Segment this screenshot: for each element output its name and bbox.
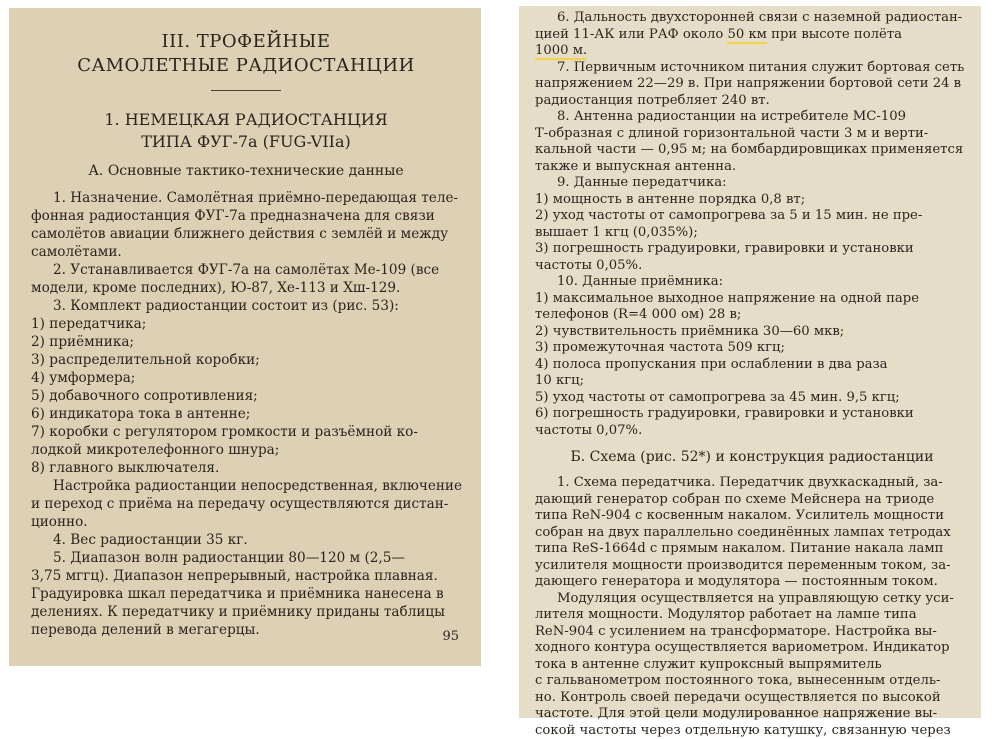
text-line: частоты 0,05%. bbox=[535, 258, 969, 275]
text-line: 4) полоса пропускания при ослаблении в два раза bbox=[535, 357, 969, 374]
text-line: напряжением 22—29 в. При напряжении бортовой сети 24 в bbox=[535, 76, 969, 93]
text-line: делениях. К передатчику и приёмнику приданы таблицы bbox=[31, 603, 461, 621]
text-line: радиостанция потребляет 240 вт. bbox=[535, 93, 969, 110]
highlighted-distance: 50 км bbox=[727, 27, 766, 44]
text-line: 5) уход частоты от самопрогрева за 45 мин. 9,5 кгц; bbox=[535, 390, 969, 407]
text-line: лодкой микротелефонного шнура; bbox=[31, 441, 461, 459]
text-line: 2. Устанавливается ФУГ-7а на самолётах Ме-109 (все bbox=[31, 261, 461, 279]
text-line: также и выпускная антенна. bbox=[535, 159, 969, 176]
text-line: Т-образная с длиной горизонтальной части 3 м и верти- bbox=[535, 126, 969, 143]
text-line: частоте. Для этой цели модулированное напряжение вы- bbox=[535, 706, 969, 723]
text-line: модели, кроме последних), Ю-87, Хе-113 и Хш-129. bbox=[31, 279, 461, 297]
text-line: усилителя мощности производится переменным током, за- bbox=[535, 558, 969, 575]
text-line: вышает 1 кгц (0,035%); bbox=[535, 225, 969, 242]
left-body-text bbox=[31, 189, 461, 639]
text-line: 1. Назначение. Самолётная приёмно-передающая теле- bbox=[31, 189, 461, 207]
text-line: 1) передатчика; bbox=[31, 315, 461, 333]
text-line: 7. Первичным источником питания служит бортовая сеть bbox=[535, 60, 969, 77]
text-line: 6. Дальность двухсторонней связи с наземной радиостан- bbox=[535, 10, 969, 27]
text-line: 5) добавочного сопротивления; bbox=[31, 387, 461, 405]
text-line: перевода делений в мегагерцы. bbox=[31, 621, 461, 639]
text-line: типа ReN-904 с косвенным накалом. Усилитель мощности bbox=[535, 508, 969, 525]
right-body-text bbox=[535, 60, 969, 440]
text-line-highlighted bbox=[535, 43, 969, 60]
chapter-title: III. ТРОФЕЙНЫЕ bbox=[31, 30, 461, 54]
text-line: 3. Комплект радиостанции состоит из (рис. 53): bbox=[31, 297, 461, 315]
text-line: типа ReS-1664d с прямым накалом. Питание накала ламп bbox=[535, 541, 969, 558]
text-line: 8) главного выключателя. bbox=[31, 459, 461, 477]
text-fragment: цией 11-АК или РАФ около bbox=[535, 27, 723, 42]
text-line: но. Контроль своей передачи осуществляется по высокой bbox=[535, 690, 969, 707]
text-line: 10. Данные приёмника: bbox=[535, 274, 969, 291]
text-line: сокой частоты через отдельную катушку, связанную через bbox=[535, 723, 969, 739]
right-body-text-bottom bbox=[535, 475, 969, 739]
text-line: 3,75 мггц). Диапазон непрерывный, настройка плавная. bbox=[31, 567, 461, 585]
text-line: дающий генератор собран по схеме Мейснера на триоде bbox=[535, 492, 969, 509]
section-title: 1. НЕМЕЦКАЯ РАДИОСТАНЦИЯ bbox=[31, 109, 461, 131]
text-line: 2) чувствительность приёмника 30—60 мкв; bbox=[535, 324, 969, 341]
text-line: 4. Вес радиостанции 35 кг. bbox=[31, 531, 461, 549]
chapter-subtitle: САМОЛЕТНЫЕ РАДИОСТАНЦИИ bbox=[31, 54, 461, 78]
text-line: 8. Антенна радиостанции на истребителе МС-109 bbox=[535, 109, 969, 126]
title-rule bbox=[211, 90, 281, 91]
text-line: 7) коробки с регулятором громкости и разъёмной ко- bbox=[31, 423, 461, 441]
text-line: самолётов авиации ближнего действия с землёй и между bbox=[31, 225, 461, 243]
text-line: 1) мощность в антенне порядка 0,8 вт; bbox=[535, 192, 969, 209]
text-line: 3) промежуточная частота 509 кгц; bbox=[535, 340, 969, 357]
text-line: 9. Данные передатчика: bbox=[535, 175, 969, 192]
page-number: 95 bbox=[442, 629, 459, 644]
text-line: ходного контура осуществляется вариометром. Индикатор bbox=[535, 640, 969, 657]
text-line: Градуировка шкал передатчика и приёмника нанесена в bbox=[31, 585, 461, 603]
text-line: 3) распределительной коробки; bbox=[31, 351, 461, 369]
right-book-page bbox=[519, 6, 981, 718]
text-fragment: при высоте полёта bbox=[771, 27, 902, 42]
text-line: 10 кгц; bbox=[535, 373, 969, 390]
text-line: дающего генератора и модулятора — постоянным током. bbox=[535, 574, 969, 591]
text-line: Настройка радиостанции непосредственная, включение bbox=[31, 477, 461, 495]
subsection-title: А. Основные тактико-технические данные bbox=[31, 161, 461, 181]
text-line: 5. Диапазон волн радиостанции 80—120 м (2,5— bbox=[31, 549, 461, 567]
text-line: 2) уход частоты от самопрогрева за 5 и 15 мин. не пре- bbox=[535, 208, 969, 225]
highlighted-altitude: 1000 м. bbox=[535, 43, 587, 60]
text-line: кальной части — 0,95 м; на бомбардировщиках применяется bbox=[535, 142, 969, 159]
text-line: 1) максимальное выходное напряжение на одной паре bbox=[535, 291, 969, 308]
text-line: самолётами. bbox=[31, 243, 461, 261]
text-line: с гальванометром постоянного тока, вынесенным отдель- bbox=[535, 673, 969, 690]
text-line-highlighted bbox=[535, 27, 969, 44]
text-line: 1. Схема передатчика. Передатчик двухкаскадный, за- bbox=[535, 475, 969, 492]
section-title-type: ТИПА ФУГ-7а (FUG-VIIa) bbox=[31, 131, 461, 153]
text-line: 6) погрешность градуировки, гравировки и установки bbox=[535, 406, 969, 423]
text-line: тока в антенне служит купроксный выпрямитель bbox=[535, 657, 969, 674]
text-line: телефонов (R=4 000 ом) 28 в; bbox=[535, 307, 969, 324]
text-line: 6) индикатора тока в антенне; bbox=[31, 405, 461, 423]
left-book-page bbox=[9, 8, 481, 666]
text-line: и переход с приёма на передачу осуществляются дистан- bbox=[31, 495, 461, 513]
text-line: 3) погрешность градуировки, гравировки и установки bbox=[535, 241, 969, 258]
text-line: фонная радиостанция ФУГ-7а предназначена для связи bbox=[31, 207, 461, 225]
text-line: 4) умформера; bbox=[31, 369, 461, 387]
text-line: ционно. bbox=[31, 513, 461, 531]
text-line: Модуляция осуществляется на управляющую сетку уси- bbox=[535, 591, 969, 608]
subsection-title: Б. Схема (рис. 52*) и конструкция радиостанции bbox=[535, 447, 969, 467]
text-line: собран на двух параллельно соединённых лампах тетродах bbox=[535, 525, 969, 542]
text-line: частоты 0,07%. bbox=[535, 423, 969, 440]
text-line: ReN-904 с усилением на трансформаторе. Настройка вы- bbox=[535, 624, 969, 641]
text-line: лителя мощности. Модулятор работает на лампе типа bbox=[535, 607, 969, 624]
text-line: 2) приёмника; bbox=[31, 333, 461, 351]
